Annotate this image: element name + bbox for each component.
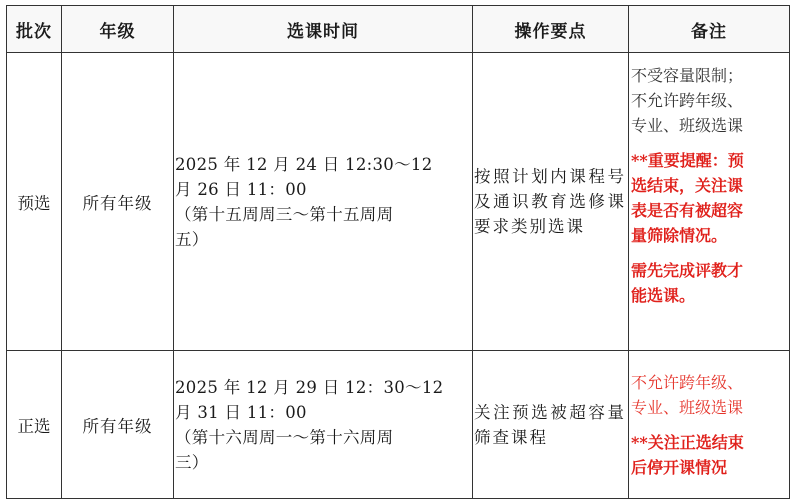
course-selection-schedule-table bbox=[6, 5, 790, 499]
table-row-preselect bbox=[7, 53, 790, 351]
note-line: 不受容量限制； bbox=[631, 66, 744, 85]
cell-time bbox=[174, 351, 473, 499]
cell-time bbox=[174, 53, 473, 351]
cell-grade: 所有年级 bbox=[62, 53, 174, 351]
note-warning-line: 选结束，关注课 bbox=[631, 176, 744, 195]
cell-grade: 所有年级 bbox=[62, 351, 174, 499]
time-line: （第十五周周三～第十五周周 bbox=[175, 204, 394, 224]
note-line: 不允许跨年级、 bbox=[631, 91, 744, 110]
cell-ops: 按照计划内课程号及通识教育选修课要求类别选课 bbox=[473, 53, 629, 351]
time-line: 2025 年 12 月 24 日 12:30～12 bbox=[175, 154, 433, 174]
note-line: 专业、班级选课 bbox=[631, 397, 744, 417]
note-warning-line: **重要提醒：预 bbox=[631, 151, 744, 170]
table-row-formal-select bbox=[7, 351, 790, 499]
header-time: 选课时间 bbox=[174, 6, 473, 53]
note-warning-line: 能选课。 bbox=[631, 286, 696, 305]
header-grade: 年级 bbox=[62, 6, 174, 53]
time-line: 2025 年 12 月 29 日 12：30～12 bbox=[175, 377, 444, 397]
note-line: 不允许跨年级、 bbox=[631, 372, 744, 392]
time-line: 月 31 日 11：00 bbox=[175, 402, 307, 422]
time-line: 五） bbox=[175, 229, 209, 249]
cell-note bbox=[629, 351, 790, 499]
time-line: 三） bbox=[175, 452, 209, 472]
header-batch: 批次 bbox=[7, 6, 62, 53]
note-warning-line: 后停开课情况 bbox=[631, 457, 728, 477]
header-ops: 操作要点 bbox=[473, 6, 629, 53]
note-warning-line: 量筛除情况。 bbox=[631, 226, 728, 245]
header-row bbox=[7, 6, 790, 53]
header-note: 备注 bbox=[629, 6, 790, 53]
note-line: 专业、班级选课 bbox=[631, 116, 744, 135]
note-warning-line: **关注正选结束 bbox=[631, 432, 744, 452]
cell-ops: 关注预选被超容量筛查课程 bbox=[473, 351, 629, 499]
note-warning-line: 需先完成评教才 bbox=[631, 261, 744, 280]
cell-batch: 预选 bbox=[7, 53, 62, 351]
time-line: （第十六周周一～第十六周周 bbox=[175, 427, 394, 447]
cell-note bbox=[629, 53, 790, 351]
note-warning-line: 表是否有被超容 bbox=[631, 201, 744, 220]
time-line: 月 26 日 11：00 bbox=[175, 179, 307, 199]
cell-batch: 正选 bbox=[7, 351, 62, 499]
